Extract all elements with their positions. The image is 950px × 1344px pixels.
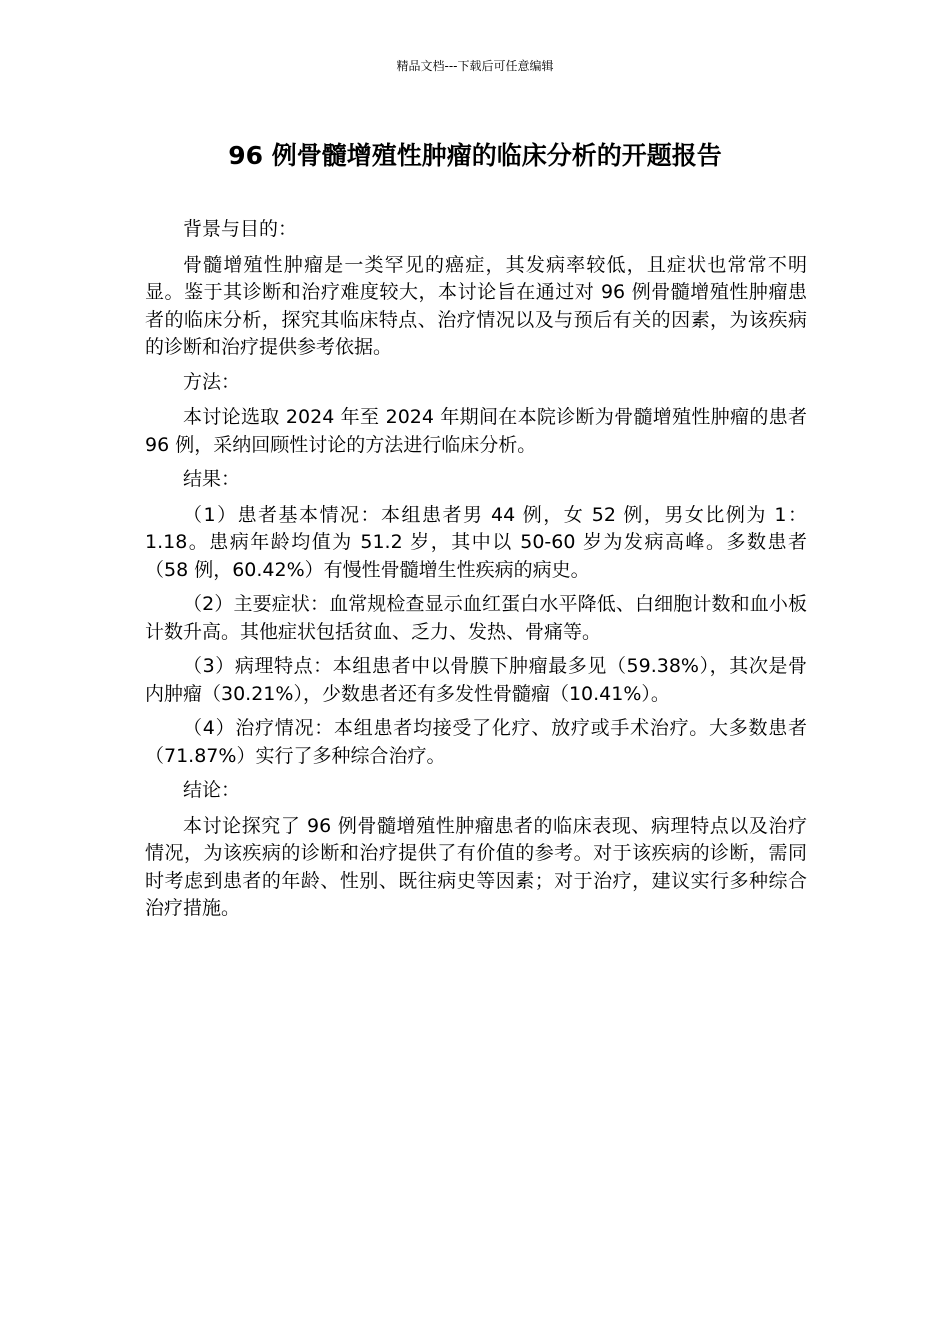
background-paragraph: 骨髓增殖性肿瘤是一类罕见的癌症，其发病率较低，且症状也常常不明显。鉴于其诊断和治疗难度较大，本讨论旨在通过对 96 例骨髓增殖性肿瘤患者的临床分析，探究其临床特点、治疗情况以及与预后有关的因素，为该疾病的诊断和治疗提供参考依据。	[145, 253, 807, 358]
results-item-3: （3）病理特点：本组患者中以骨膜下肿瘤最多见（59.38%），其次是骨内肿瘤（30.21%），少数患者还有多发性骨髓瘤（10.41%）。	[145, 655, 807, 705]
conclusion-heading: 结论：	[183, 779, 241, 801]
results-item-1: （1）患者基本情况：本组患者男 44 例，女 52 例，男女比例为 1：1.18。患病年龄均值为 51.2 岁，其中以 50-60 岁为发病高峰。多数患者（58 例，60.42%）有慢性骨髓增生性疾病的病史。	[145, 503, 807, 581]
background-heading: 背景与目的：	[183, 218, 298, 240]
document-title: 96 例骨髓增殖性肿瘤的临床分析的开题报告	[228, 141, 722, 170]
results-item-2: （2）主要症状：血常规检查显示血红蛋白水平降低、白细胞计数和血小板计数升高。其他症状包括贫血、乏力、发热、骨痛等。	[145, 593, 807, 643]
methods-heading: 方法：	[183, 370, 241, 393]
page-header: 精品文档---下载后可任意编辑	[396, 59, 554, 73]
results-item-4: （4）治疗情况：本组患者均接受了化疗、放疗或手术治疗。大多数患者（71.87%）实行了多种综合治疗。	[145, 717, 807, 767]
methods-paragraph: 本讨论选取 2024 年至 2024 年期间在本院诊断为骨髓增殖性肿瘤的患者 96 例，采纳回顾性讨论的方法进行临床分析。	[145, 406, 807, 456]
document-body	[145, 216, 807, 930]
conclusion-paragraph: 本讨论探究了 96 例骨髓增殖性肿瘤患者的临床表现、病理特点以及治疗情况，为该疾病的诊断和治疗提供了有价值的参考。对于该疾病的诊断，需同时考虑到患者的年龄、性别、既往病史等因素；对于治疗，建议实行多种综合治疗措施。	[145, 814, 807, 919]
results-heading: 结果：	[183, 468, 241, 490]
